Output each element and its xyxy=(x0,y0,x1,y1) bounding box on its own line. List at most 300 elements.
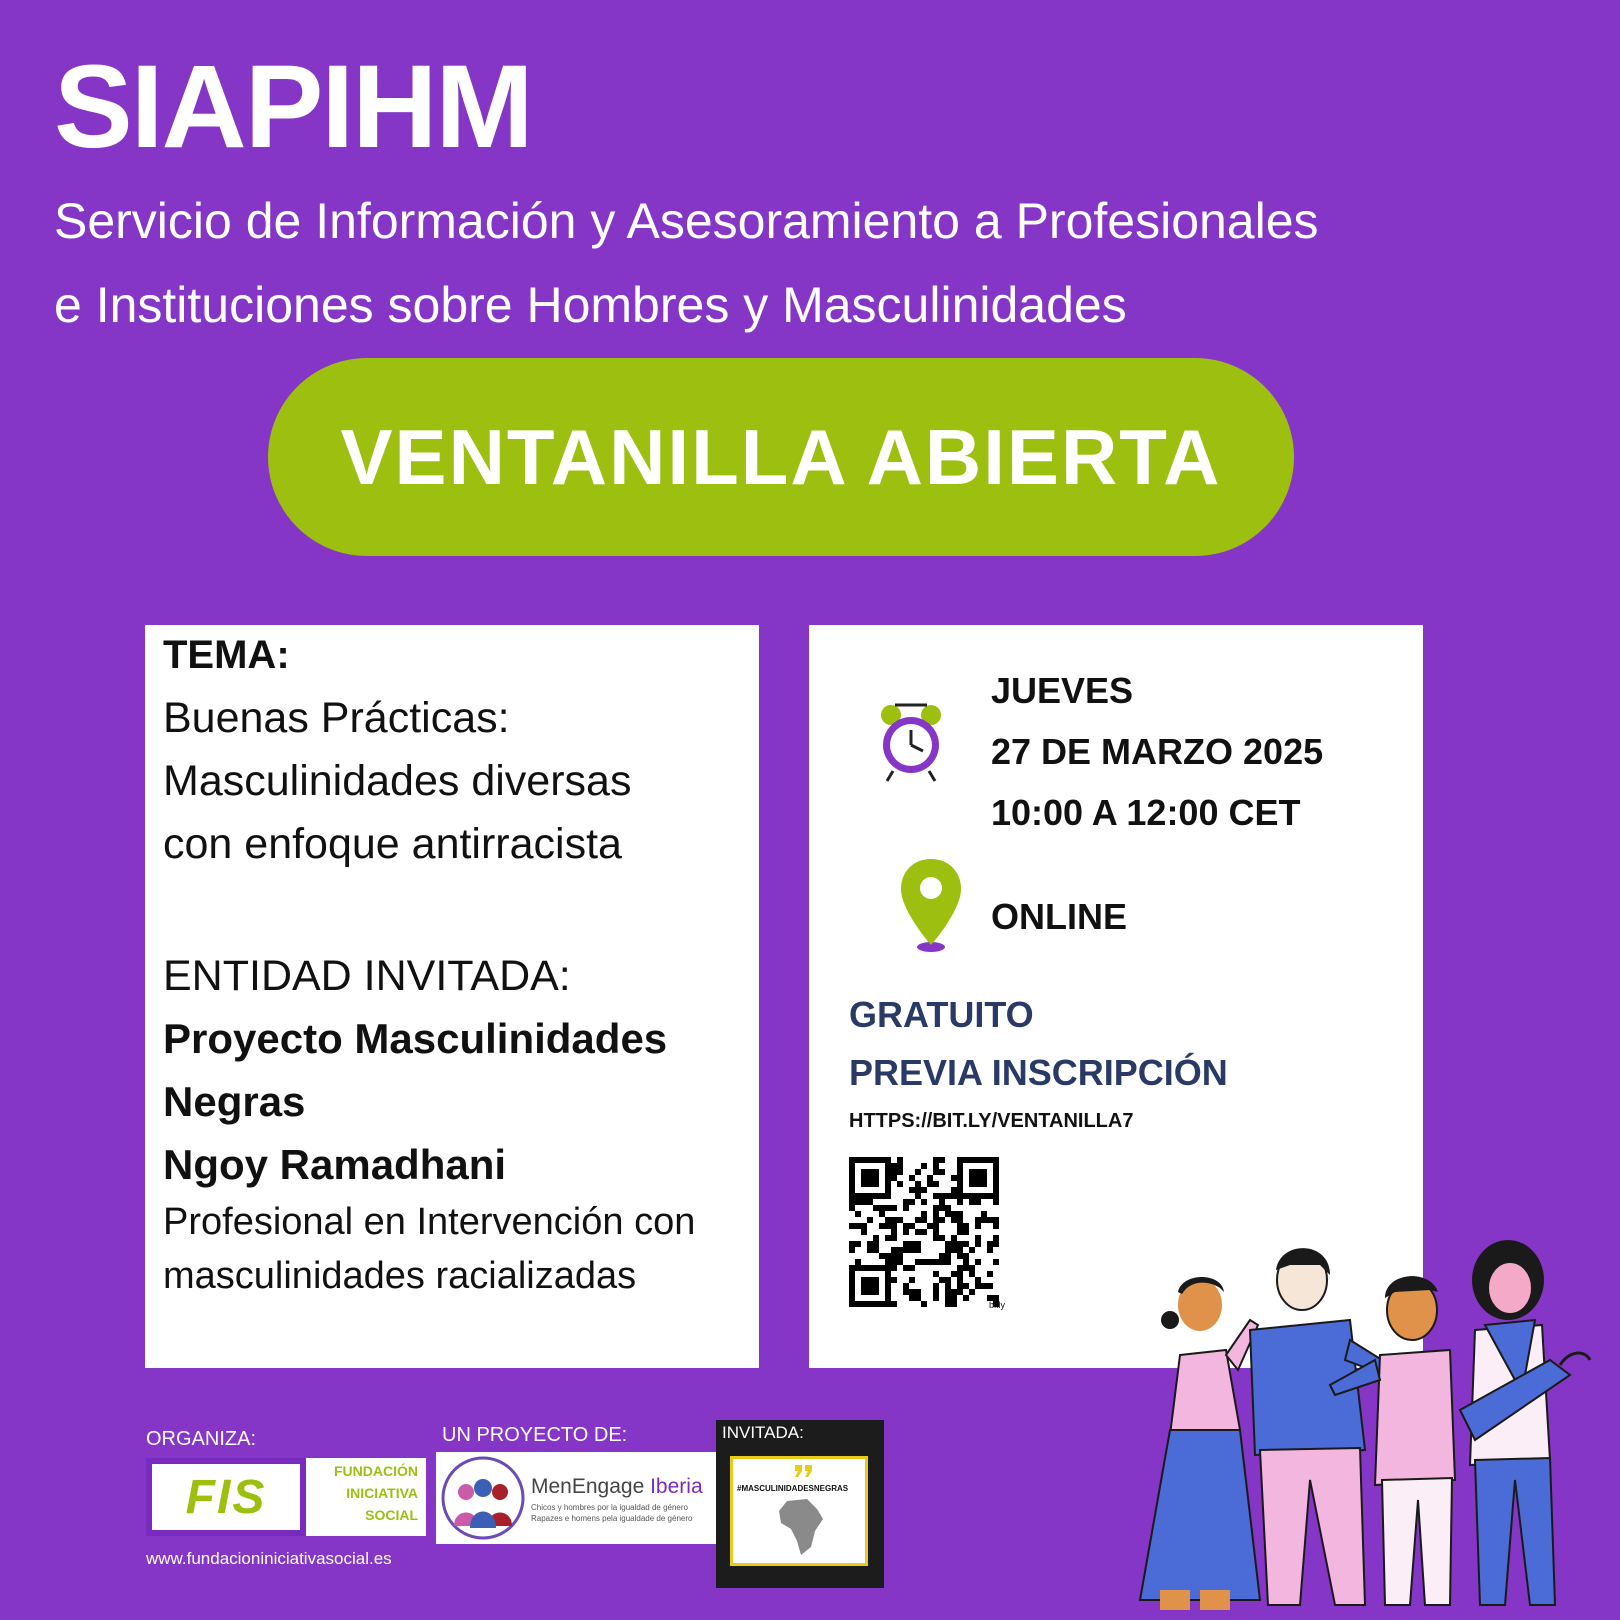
qr-module xyxy=(993,1217,999,1223)
man-blue-figure xyxy=(1250,1248,1390,1605)
qr-module xyxy=(867,1157,873,1163)
qr-module xyxy=(885,1301,891,1307)
entidad-label: ENTIDAD INVITADA: xyxy=(163,952,571,1000)
page-title: SIAPIHM xyxy=(54,41,532,173)
qr-module xyxy=(933,1217,939,1223)
qr-module xyxy=(957,1247,963,1253)
qr-module xyxy=(987,1241,993,1247)
qr-module xyxy=(975,1169,981,1175)
qr-module xyxy=(885,1277,891,1283)
qr-module xyxy=(861,1157,867,1163)
qr-module xyxy=(849,1175,855,1181)
event-day: JUEVES xyxy=(991,670,1134,711)
entidad-line-1: Proyecto Masculinidades xyxy=(163,1015,668,1062)
tema-label: TEMA: xyxy=(163,633,290,677)
qr-module xyxy=(849,1199,855,1205)
menengage-name-part1: MenEngage xyxy=(531,1475,645,1498)
qr-module xyxy=(933,1295,939,1301)
qr-module xyxy=(903,1229,909,1235)
qr-module xyxy=(849,1193,855,1199)
qr-module xyxy=(975,1223,981,1229)
qr-module xyxy=(927,1181,933,1187)
qr-module xyxy=(951,1301,957,1307)
qr-module xyxy=(909,1277,915,1283)
qr-module xyxy=(957,1229,963,1235)
qr-module xyxy=(879,1301,885,1307)
entidad-line-2: Negras xyxy=(163,1078,306,1125)
qr-module xyxy=(855,1265,861,1271)
qr-module xyxy=(903,1289,909,1295)
woman-left-figure xyxy=(1140,1277,1260,1610)
qr-module xyxy=(951,1235,957,1241)
qr-module xyxy=(897,1157,903,1163)
qr-module xyxy=(993,1175,999,1181)
masculinidades-negras-logo xyxy=(716,1420,884,1588)
qr-module xyxy=(897,1253,903,1259)
qr-module xyxy=(981,1283,987,1289)
qr-module xyxy=(873,1301,879,1307)
qr-module xyxy=(861,1277,867,1283)
qr-module xyxy=(885,1265,891,1271)
qr-module xyxy=(915,1295,921,1301)
qr-module xyxy=(957,1199,963,1205)
event-location: ONLINE xyxy=(991,896,1128,937)
qr-module xyxy=(951,1247,957,1253)
qr-module xyxy=(885,1295,891,1301)
qr-module xyxy=(885,1193,891,1199)
qr-module xyxy=(969,1265,975,1271)
proyecto-label: UN PROYECTO DE: xyxy=(442,1424,628,1446)
qr-module xyxy=(933,1283,939,1289)
qr-module xyxy=(903,1223,909,1229)
menengage-name xyxy=(531,1476,703,1497)
qr-module xyxy=(867,1289,873,1295)
qr-module xyxy=(861,1265,867,1271)
qr-module xyxy=(957,1253,963,1259)
invitada-label: INVITADA: xyxy=(722,1423,804,1442)
qr-module xyxy=(987,1271,993,1277)
qr-module xyxy=(861,1181,867,1187)
qr-module xyxy=(885,1157,891,1163)
qr-module xyxy=(897,1259,903,1265)
tema-line-1: Buenas Prácticas: xyxy=(163,694,510,742)
qr-module xyxy=(879,1205,885,1211)
registration-label: PREVIA INSCRIPCIÓN xyxy=(849,1052,1228,1093)
qr-module xyxy=(939,1235,945,1241)
qr-module xyxy=(957,1193,963,1199)
qr-module xyxy=(939,1253,945,1259)
website-link[interactable]: www.fundacioniniciativasocial.es xyxy=(146,1549,392,1568)
fis-name-box xyxy=(306,1458,426,1536)
qr-module xyxy=(963,1229,969,1235)
qr-module xyxy=(945,1301,951,1307)
qr-module xyxy=(975,1193,981,1199)
masculinidades-tag: #MASCULINIDADESNEGRAS xyxy=(737,1484,849,1493)
qr-module xyxy=(951,1295,957,1301)
alarm-clock-icon xyxy=(875,695,955,785)
qr-module xyxy=(873,1181,879,1187)
qr-module xyxy=(849,1241,855,1247)
qr-module xyxy=(879,1253,885,1259)
qr-module xyxy=(945,1277,951,1283)
qr-module xyxy=(975,1181,981,1187)
fis-logo xyxy=(146,1458,306,1536)
qr-module xyxy=(885,1223,891,1229)
fis-name-line-2: INICIATIVA xyxy=(346,1485,418,1501)
menengage-tagline-2: Rapazes e homens pela igualdade de género xyxy=(531,1514,693,1523)
qr-module xyxy=(885,1169,891,1175)
qr-module xyxy=(849,1169,855,1175)
ventanilla-abierta-banner xyxy=(268,358,1294,556)
qr-module xyxy=(957,1175,963,1181)
qr-module xyxy=(915,1259,921,1265)
qr-module xyxy=(873,1235,879,1241)
qr-module xyxy=(915,1169,921,1175)
qr-module xyxy=(957,1223,963,1229)
qr-module xyxy=(885,1235,891,1241)
qr-module xyxy=(885,1271,891,1277)
qr-module xyxy=(945,1193,951,1199)
qr-module xyxy=(933,1259,939,1265)
qr-module xyxy=(903,1199,909,1205)
qr-module xyxy=(963,1157,969,1163)
price-label: GRATUITO xyxy=(849,994,1034,1035)
qr-module xyxy=(921,1187,927,1193)
qr-module xyxy=(969,1181,975,1187)
qr-module xyxy=(885,1181,891,1187)
qr-module xyxy=(885,1175,891,1181)
qr-module xyxy=(957,1265,963,1271)
qr-module xyxy=(879,1157,885,1163)
qr-module xyxy=(933,1235,939,1241)
woman-right-figure xyxy=(1460,1240,1590,1605)
qr-module xyxy=(939,1259,945,1265)
qr-module xyxy=(873,1289,879,1295)
qr-module xyxy=(849,1187,855,1193)
qr-module xyxy=(975,1241,981,1247)
qr-module xyxy=(879,1265,885,1271)
qr-module xyxy=(861,1193,867,1199)
qr-module xyxy=(873,1175,879,1181)
qr-module xyxy=(867,1283,873,1289)
qr-module xyxy=(873,1277,879,1283)
qr-module xyxy=(981,1217,987,1223)
qr-module xyxy=(993,1223,999,1229)
qr-module xyxy=(891,1163,897,1169)
qr-module xyxy=(987,1283,993,1289)
qr-module xyxy=(861,1169,867,1175)
qr-module xyxy=(957,1277,963,1283)
qr-module xyxy=(981,1211,987,1217)
qr-module xyxy=(939,1193,945,1199)
qr-module xyxy=(909,1265,915,1271)
qr-module xyxy=(987,1247,993,1253)
qr-module xyxy=(993,1241,999,1247)
qr-module xyxy=(981,1175,987,1181)
qr-module xyxy=(975,1157,981,1163)
qr-module xyxy=(993,1193,999,1199)
qr-module xyxy=(957,1271,963,1277)
qr-module xyxy=(969,1157,975,1163)
qr-module xyxy=(867,1169,873,1175)
people-handshake-illustration xyxy=(1130,1180,1620,1620)
qr-module xyxy=(867,1175,873,1181)
qr-module xyxy=(867,1193,873,1199)
qr-module xyxy=(951,1193,957,1199)
qr-module xyxy=(957,1289,963,1295)
qr-module xyxy=(849,1181,855,1187)
qr-module xyxy=(867,1181,873,1187)
qr-module xyxy=(933,1229,939,1235)
qr-module xyxy=(867,1199,873,1205)
qr-code[interactable] xyxy=(849,1157,999,1307)
qr-module xyxy=(915,1187,921,1193)
qr-module xyxy=(993,1157,999,1163)
qr-module xyxy=(969,1175,975,1181)
qr-module xyxy=(861,1301,867,1307)
qr-module xyxy=(933,1163,939,1169)
qr-module xyxy=(951,1187,957,1193)
qr-module xyxy=(861,1175,867,1181)
qr-module xyxy=(933,1205,939,1211)
qr-module xyxy=(963,1259,969,1265)
qr-module xyxy=(885,1259,891,1265)
qr-module xyxy=(891,1169,897,1175)
qr-module xyxy=(957,1157,963,1163)
registration-link[interactable]: HTTPS://BIT.LY/VENTANILLA7 xyxy=(849,1110,1134,1132)
qr-module xyxy=(993,1235,999,1241)
tema-line-3: con enfoque antirracista xyxy=(163,820,622,868)
qr-module xyxy=(891,1229,897,1235)
qr-module xyxy=(939,1199,945,1205)
qr-module xyxy=(873,1283,879,1289)
qr-module xyxy=(945,1253,951,1259)
qr-module xyxy=(969,1193,975,1199)
qr-module xyxy=(897,1247,903,1253)
qr-module xyxy=(963,1295,969,1301)
qr-module xyxy=(867,1277,873,1283)
qr-module xyxy=(849,1163,855,1169)
qr-module xyxy=(945,1289,951,1295)
qr-module xyxy=(849,1247,855,1253)
qr-module xyxy=(993,1187,999,1193)
qr-module xyxy=(927,1259,933,1265)
qr-module xyxy=(921,1211,927,1217)
qr-module xyxy=(849,1277,855,1283)
qr-module xyxy=(861,1223,867,1229)
qr-module xyxy=(909,1223,915,1229)
qr-module xyxy=(975,1259,981,1265)
qr-module xyxy=(993,1163,999,1169)
qr-module xyxy=(849,1205,855,1211)
qr-module xyxy=(849,1289,855,1295)
qr-module xyxy=(945,1247,951,1253)
qr-module xyxy=(957,1187,963,1193)
qr-module xyxy=(915,1289,921,1295)
qr-module xyxy=(921,1301,927,1307)
quote-icon xyxy=(793,1463,815,1477)
event-time: 10:00 A 12:00 CET xyxy=(991,792,1301,833)
qr-module xyxy=(969,1199,975,1205)
qr-module xyxy=(873,1193,879,1199)
qr-module xyxy=(891,1301,897,1307)
qr-module xyxy=(861,1289,867,1295)
qr-module xyxy=(855,1241,861,1247)
qr-module xyxy=(891,1253,897,1259)
qr-module xyxy=(975,1283,981,1289)
qr-module xyxy=(867,1241,873,1247)
qr-module xyxy=(963,1253,969,1259)
qr-module xyxy=(939,1217,945,1223)
qr-module xyxy=(939,1277,945,1283)
qr-module xyxy=(885,1283,891,1289)
qr-module xyxy=(963,1283,969,1289)
qr-caption: bitly xyxy=(989,1300,1006,1310)
qr-module xyxy=(897,1169,903,1175)
menengage-tagline-1: Chicos y hombres por la igualdad de género xyxy=(531,1503,688,1512)
qr-module xyxy=(981,1169,987,1175)
qr-module xyxy=(963,1241,969,1247)
menengage-name-part2: Iberia xyxy=(644,1475,703,1498)
qr-module xyxy=(915,1217,921,1223)
qr-module xyxy=(903,1283,909,1289)
qr-module xyxy=(981,1181,987,1187)
qr-module xyxy=(957,1211,963,1217)
qr-module xyxy=(903,1265,909,1271)
qr-module xyxy=(855,1211,861,1217)
qr-module xyxy=(879,1223,885,1229)
qr-module xyxy=(921,1199,927,1205)
qr-module xyxy=(957,1169,963,1175)
qr-module xyxy=(885,1205,891,1211)
qr-module xyxy=(951,1217,957,1223)
masculinidades-card xyxy=(730,1456,868,1566)
qr-module xyxy=(849,1271,855,1277)
qr-module xyxy=(861,1199,867,1205)
qr-module xyxy=(975,1199,981,1205)
qr-module xyxy=(921,1229,927,1235)
qr-module xyxy=(969,1169,975,1175)
qr-module xyxy=(909,1295,915,1301)
qr-module xyxy=(855,1157,861,1163)
qr-module xyxy=(945,1241,951,1247)
qr-module xyxy=(849,1301,855,1307)
menengage-emblem-icon xyxy=(440,1456,526,1540)
qr-module xyxy=(909,1199,915,1205)
organiza-label: ORGANIZA: xyxy=(146,1428,257,1450)
qr-module xyxy=(963,1193,969,1199)
qr-module xyxy=(885,1187,891,1193)
qr-module xyxy=(933,1211,939,1217)
qr-module xyxy=(915,1229,921,1235)
subtitle-line-2: e Instituciones sobre Hombres y Masculinidades xyxy=(54,277,1127,333)
qr-module xyxy=(975,1277,981,1283)
qr-module xyxy=(933,1157,939,1163)
qr-module xyxy=(891,1265,897,1271)
qr-module xyxy=(957,1217,963,1223)
qr-module xyxy=(909,1241,915,1247)
qr-module xyxy=(873,1205,879,1211)
qr-module xyxy=(993,1199,999,1205)
topic-card xyxy=(145,625,759,1368)
qr-module xyxy=(987,1217,993,1223)
fis-name-line-3: SOCIAL xyxy=(365,1507,418,1523)
qr-module xyxy=(855,1259,861,1265)
qr-module xyxy=(855,1199,861,1205)
qr-module xyxy=(981,1157,987,1163)
qr-module xyxy=(867,1265,873,1271)
qr-module xyxy=(903,1241,909,1247)
qr-module xyxy=(963,1265,969,1271)
banner-label: VENTANILLA ABIERTA xyxy=(340,412,1222,501)
qr-module xyxy=(933,1223,939,1229)
qr-module xyxy=(915,1241,921,1247)
tema-line-2: Masculinidades diversas xyxy=(163,757,632,805)
qr-module xyxy=(903,1247,909,1253)
qr-module xyxy=(939,1169,945,1175)
qr-module xyxy=(891,1247,897,1253)
qr-module xyxy=(891,1217,897,1223)
qr-module xyxy=(945,1211,951,1217)
qr-module xyxy=(933,1181,939,1187)
qr-module xyxy=(879,1211,885,1217)
fis-logo-text: FIS xyxy=(185,1470,267,1524)
qr-module xyxy=(987,1157,993,1163)
speaker-name: Ngoy Ramadhani xyxy=(163,1141,507,1188)
qr-module xyxy=(861,1283,867,1289)
qr-module xyxy=(927,1175,933,1181)
qr-module xyxy=(939,1205,945,1211)
qr-module xyxy=(933,1169,939,1175)
qr-module xyxy=(969,1247,975,1253)
qr-module xyxy=(885,1217,891,1223)
qr-module xyxy=(861,1229,867,1235)
qr-module xyxy=(945,1259,951,1265)
qr-module xyxy=(873,1241,879,1247)
qr-module xyxy=(885,1163,891,1169)
qr-module xyxy=(891,1235,897,1241)
qr-module xyxy=(921,1217,927,1223)
qr-module xyxy=(945,1295,951,1301)
qr-module xyxy=(915,1193,921,1199)
qr-module xyxy=(909,1289,915,1295)
africa-map-icon xyxy=(777,1497,825,1557)
qr-module xyxy=(945,1205,951,1211)
qr-module xyxy=(873,1169,879,1175)
qr-module xyxy=(963,1223,969,1229)
qr-module xyxy=(873,1157,879,1163)
qr-module xyxy=(987,1193,993,1199)
qr-module xyxy=(885,1289,891,1295)
qr-module xyxy=(849,1157,855,1163)
qr-module xyxy=(969,1289,975,1295)
qr-module xyxy=(975,1175,981,1181)
qr-module xyxy=(879,1193,885,1199)
qr-module xyxy=(951,1175,957,1181)
qr-module xyxy=(891,1205,897,1211)
qr-module xyxy=(849,1283,855,1289)
qr-module xyxy=(897,1181,903,1187)
qr-module xyxy=(921,1163,927,1169)
qr-module xyxy=(855,1223,861,1229)
qr-module xyxy=(951,1211,957,1217)
qr-module xyxy=(957,1241,963,1247)
qr-module xyxy=(933,1289,939,1295)
qr-module xyxy=(981,1193,987,1199)
speaker-role-line-1: Profesional en Intervención con xyxy=(163,1201,696,1243)
qr-module xyxy=(885,1253,891,1259)
menengage-logo xyxy=(436,1452,718,1544)
